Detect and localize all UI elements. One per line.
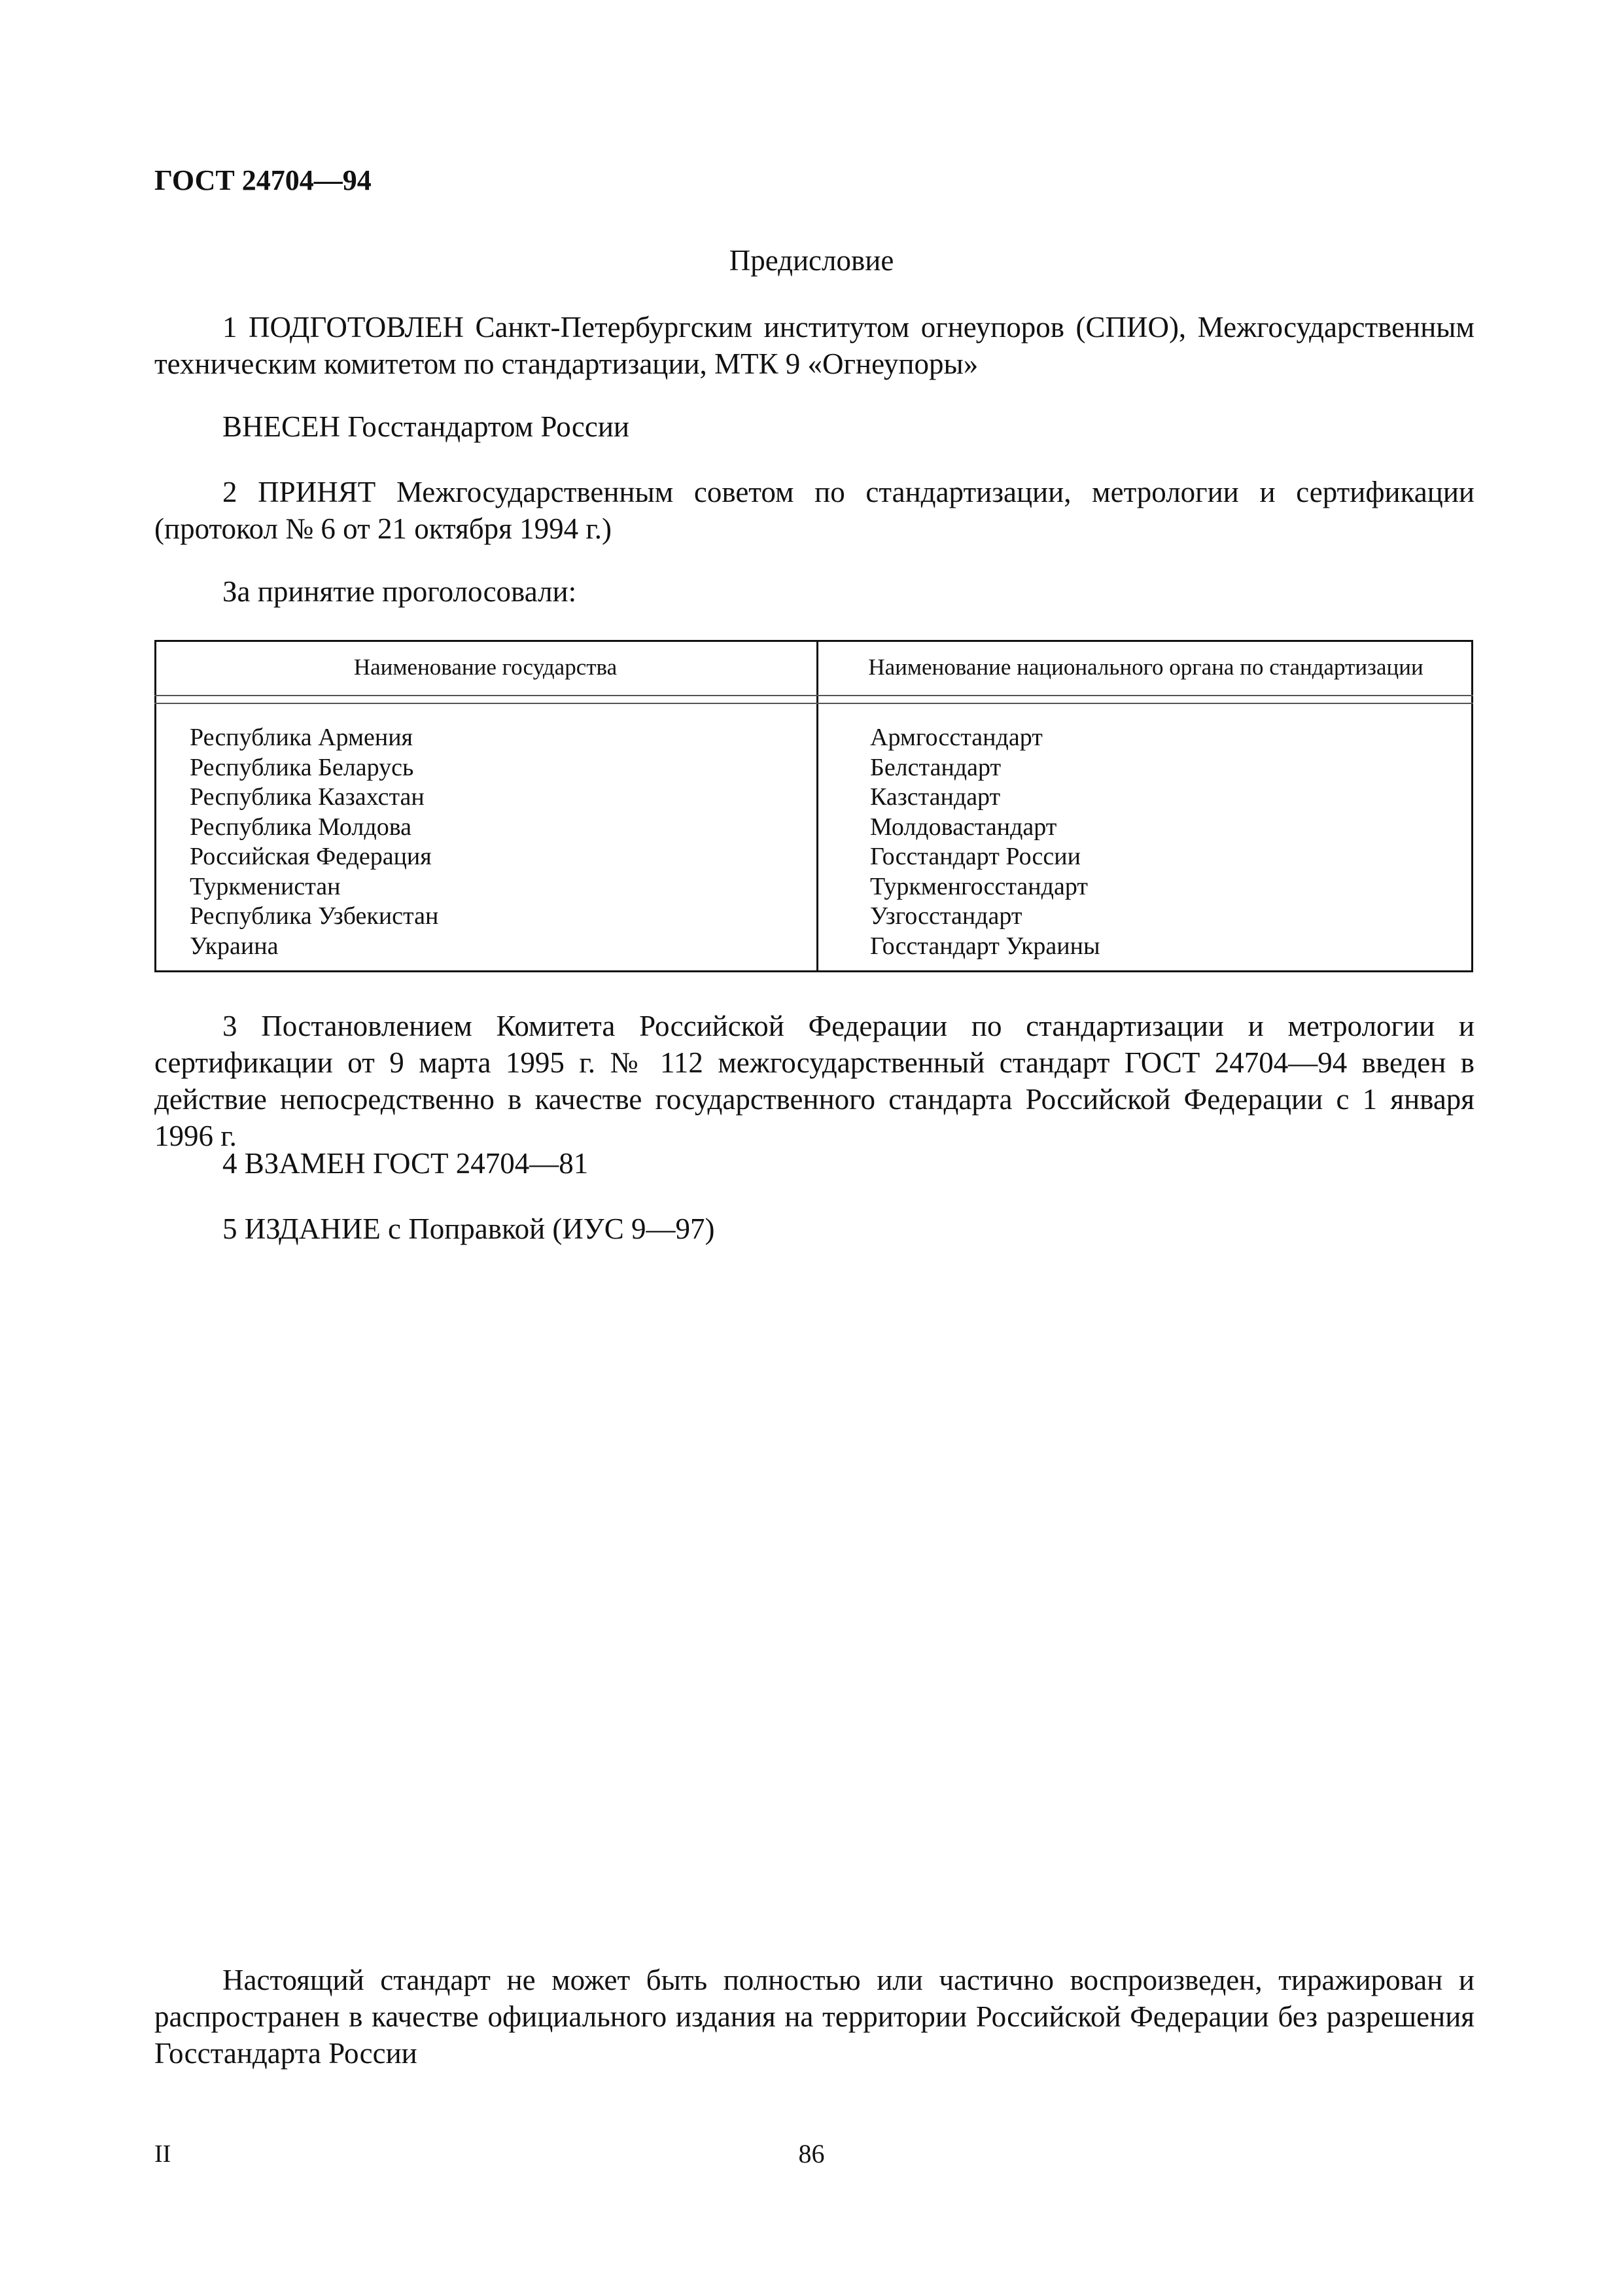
table-cell-body: Узгосстандарт [870,902,1022,930]
paragraph-submitted: ВНЕСЕН Госстандартом России [222,410,630,443]
table-cell-state: Украина [190,932,279,960]
table-cell-body: Госстандарт Украины [870,932,1100,960]
table-cell-state: Республика Молдова [190,813,412,841]
table-cell-state: Республика Армения [190,724,413,751]
paragraph-voted: За принятие проголосовали: [222,575,577,608]
paragraph-resolution: 3 Постановлением Комитета Российской Федерации по стандартизации и метрологии и сертификации от 9 марта 1995 г. № 112 межгосударственный стандарт ГОСТ 24704—94 введен в действие непосредственно в качестве государственного стандарта Российской Федерации с 1 января 1996 г. [154,1010,1475,1152]
table-cell-body: Казстандарт [870,783,1001,811]
table-cell-body: Туркменгосстандарт [870,872,1088,900]
table-cell-body: Молдовастандарт [870,813,1057,841]
document-code: ГОСТ 24704—94 [154,164,372,196]
table-cell-state: Республика Беларусь [190,753,414,781]
table-column-divider [816,640,818,972]
table-cell-body: Белстандарт [870,753,1002,781]
paragraph-prepared: 1 ПОДГОТОВЛЕН Санкт-Петербургским институтом огнеупоров (СПИО), Межгосударственным техническим комитетом по стандартизации, МТК 9 «Огнеупоры» [154,311,1475,380]
table-header-rule [154,703,1473,704]
paragraph-edition: 5 ИЗДАНИЕ с Поправкой (ИУС 9—97) [222,1212,715,1245]
table-cell-state: Республика Казахстан [190,783,425,811]
table-column-bodies [870,723,1100,961]
page-label-roman: II [154,2140,171,2168]
section-heading: Предисловие [729,244,894,277]
table-header-state: Наименование государства [353,654,618,680]
table-cell-state: Российская Федерация [190,843,432,870]
table-cell-state: Республика Узбекистан [190,902,439,930]
copyright-notice: Настоящий стандарт не может быть полностью или частично воспроизведен, тиражирован и распространен в качестве официального издания на территории Российской Федерации без разрешения Госстандарта России [154,1964,1475,2070]
table-cell-body: Госстандарт России [870,843,1081,870]
table-cell-state: Туркменистан [190,872,341,900]
paragraph-replaces: 4 ВЗАМЕН ГОСТ 24704—81 [222,1147,589,1180]
table-column-states [190,723,438,961]
table-header-body: Наименование национального органа по стандартизации [868,654,1423,680]
page-number: 86 [798,2139,825,2168]
table-cell-body: Армгосстандарт [870,724,1043,751]
table-header-rule [154,695,1473,696]
paragraph-adopted: 2 ПРИНЯТ Межгосударственным советом по стандартизации, метрологии и сертификации (протокол № 6 от 21 октября 1994 г.) [154,476,1475,545]
